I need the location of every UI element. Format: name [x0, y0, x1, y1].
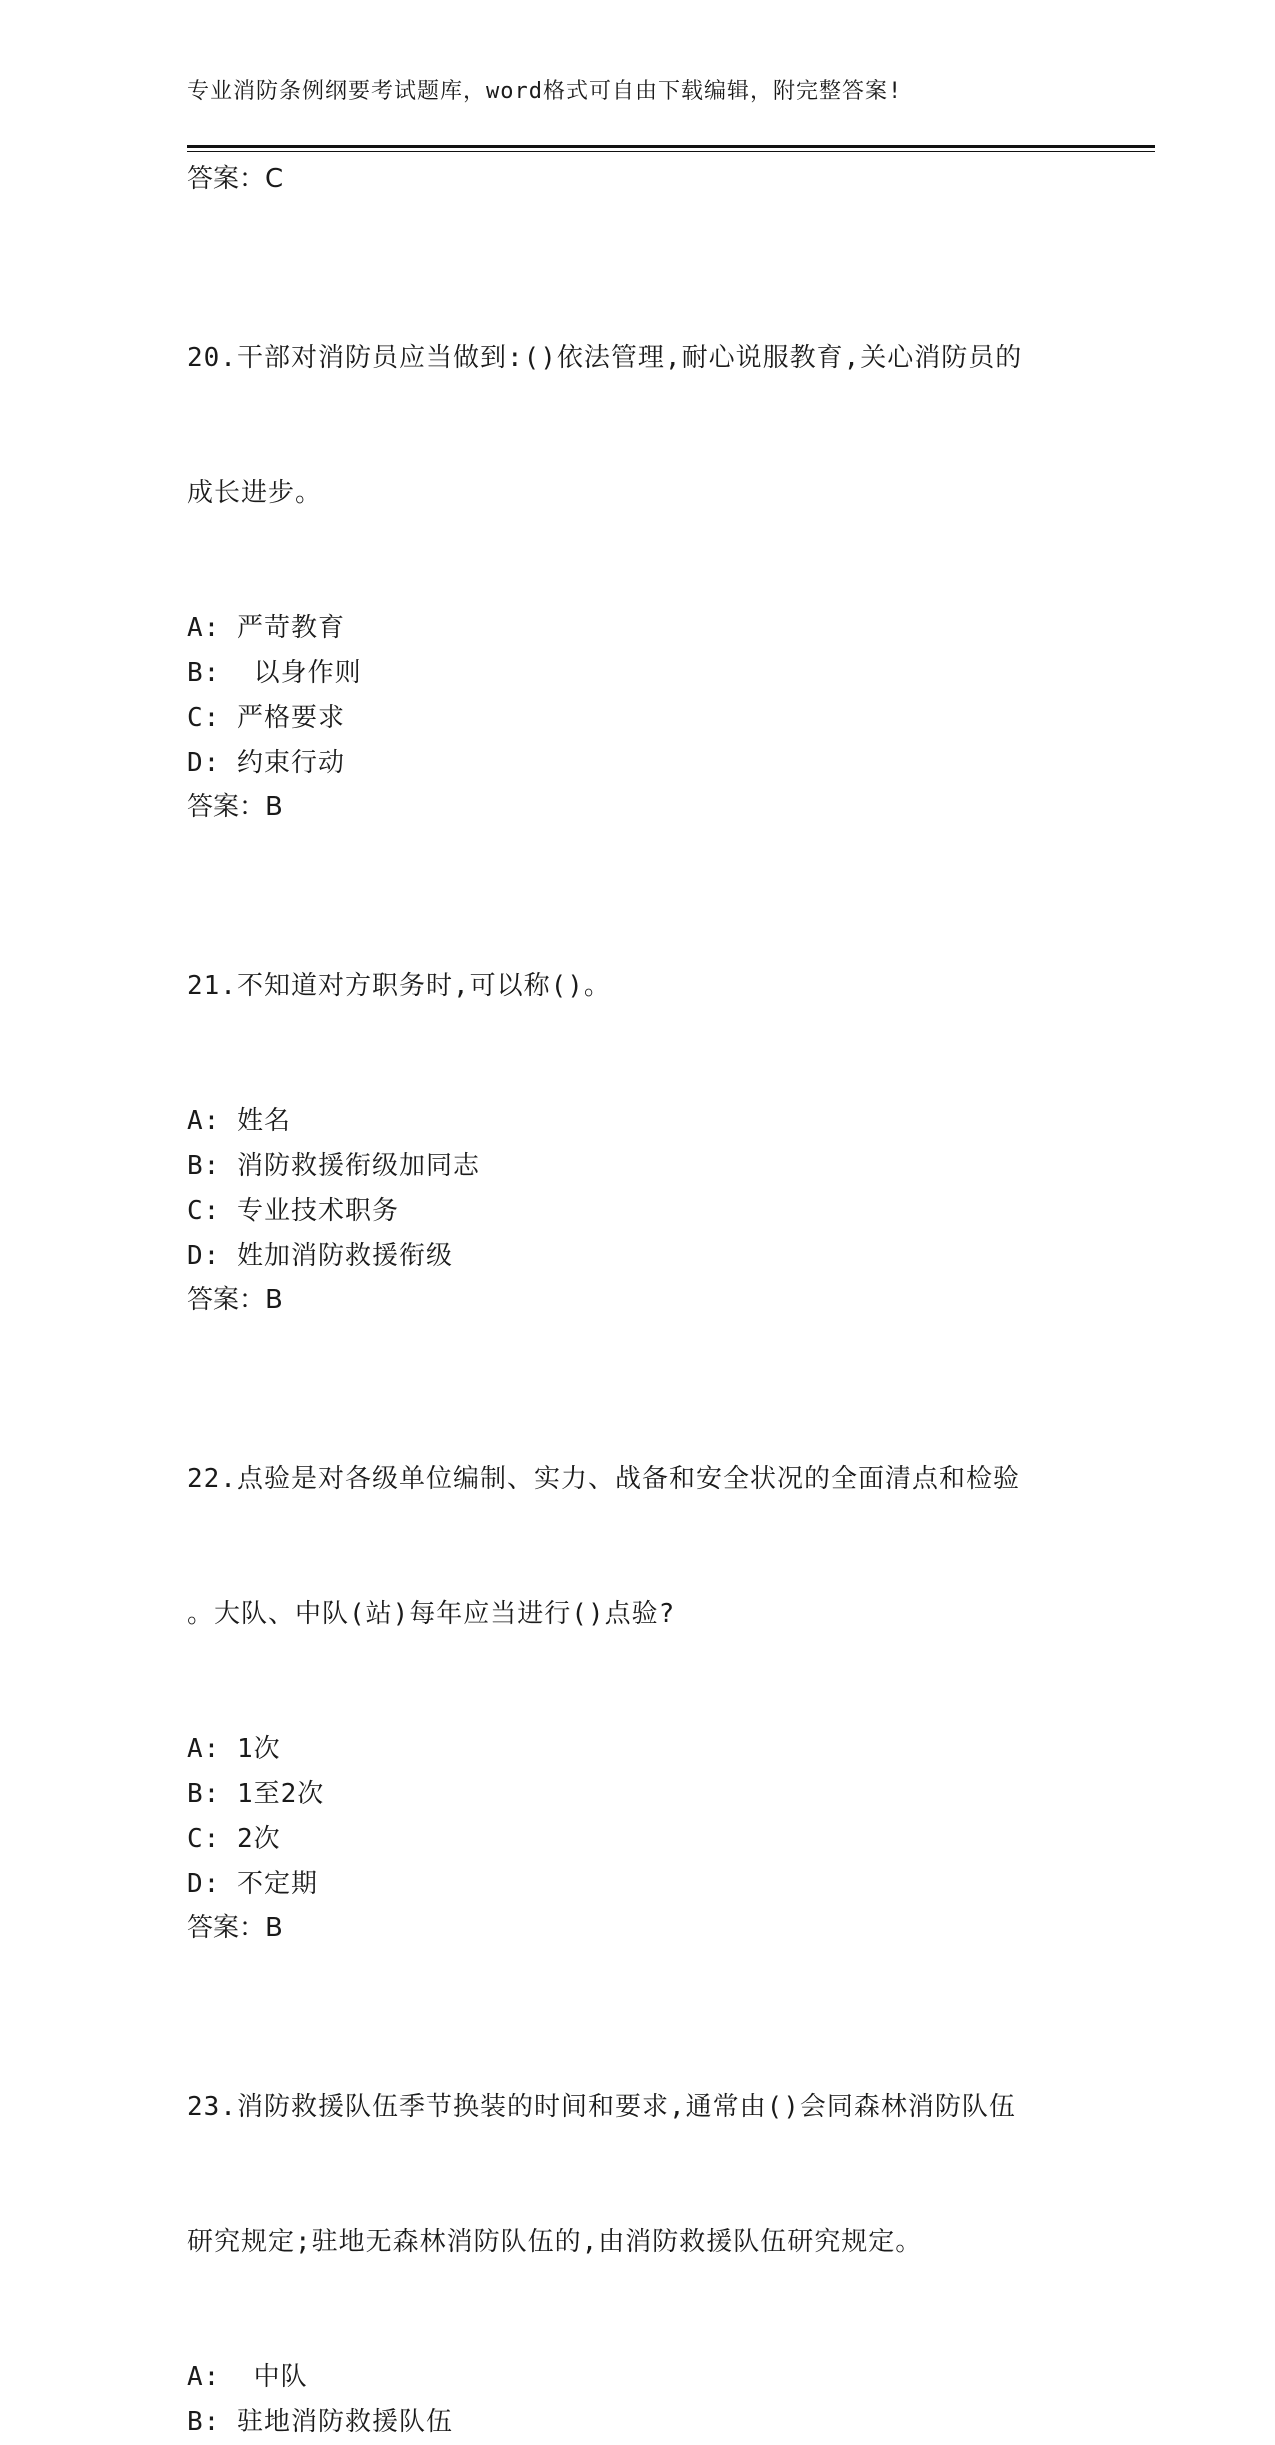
question-23 [187, 1995, 1087, 2445]
stem-line: 20.干部对消防员应当做到:()依法管理,耐心说服教育,关心消防员的 [187, 343, 1023, 373]
option-b: B: 1至2次 [187, 1779, 325, 1809]
option-a: A: 严苛教育 [187, 613, 345, 643]
answer-line: 答案：B [187, 1913, 283, 1943]
question-stem [187, 874, 1087, 1099]
stem-line: 。大队、中队(站)每年应当进行()点验? [187, 1599, 676, 1629]
option-d: D: 不定期 [187, 1869, 318, 1899]
option-b: B: 以身作则 [187, 658, 362, 688]
document-content [187, 158, 1087, 2445]
stem-line: 21.不知道对方职务时,可以称()。 [187, 971, 611, 1001]
question-stem [187, 1367, 1087, 1727]
option-a: A: 1次 [187, 1734, 281, 1764]
stem-line: 研究规定;驻地无森林消防队伍的,由消防救援队伍研究规定。 [187, 2227, 923, 2257]
option-d: D: 约束行动 [187, 748, 345, 778]
header-rule-thick [187, 145, 1155, 148]
question-22 [187, 1367, 1087, 1949]
option-d: D: 姓加消防救援衔级 [187, 1241, 453, 1271]
question-stem [187, 1995, 1087, 2355]
stem-line: 成长进步。 [187, 478, 323, 508]
option-a: A: 中队 [187, 2362, 308, 2392]
option-c: C: 2次 [187, 1824, 281, 1854]
answer-line: 答案：B [187, 1285, 283, 1315]
header-rule-thin [187, 151, 1155, 152]
option-a: A: 姓名 [187, 1106, 291, 1136]
question-stem [187, 246, 1087, 606]
option-b: B: 消防救援衔级加同志 [187, 1151, 480, 1181]
option-b: B: 驻地消防救援队伍 [187, 2407, 453, 2437]
option-c: C: 专业技术职务 [187, 1196, 399, 1226]
answer-line: 答案：B [187, 792, 283, 822]
answer-line: 答案：C [187, 164, 284, 194]
stem-line: 23.消防救援队伍季节换装的时间和要求,通常由()会同森林消防队伍 [187, 2092, 1016, 2122]
header-text: 专业消防条例纲要考试题库，word格式可自由下载编辑，附完整答案! [187, 79, 903, 104]
question-21 [187, 874, 1087, 1321]
stem-line: 22.点验是对各级单位编制、实力、战备和安全状况的全面清点和检验 [187, 1464, 1020, 1494]
question-20 [187, 246, 1087, 828]
option-c: C: 严格要求 [187, 703, 345, 733]
